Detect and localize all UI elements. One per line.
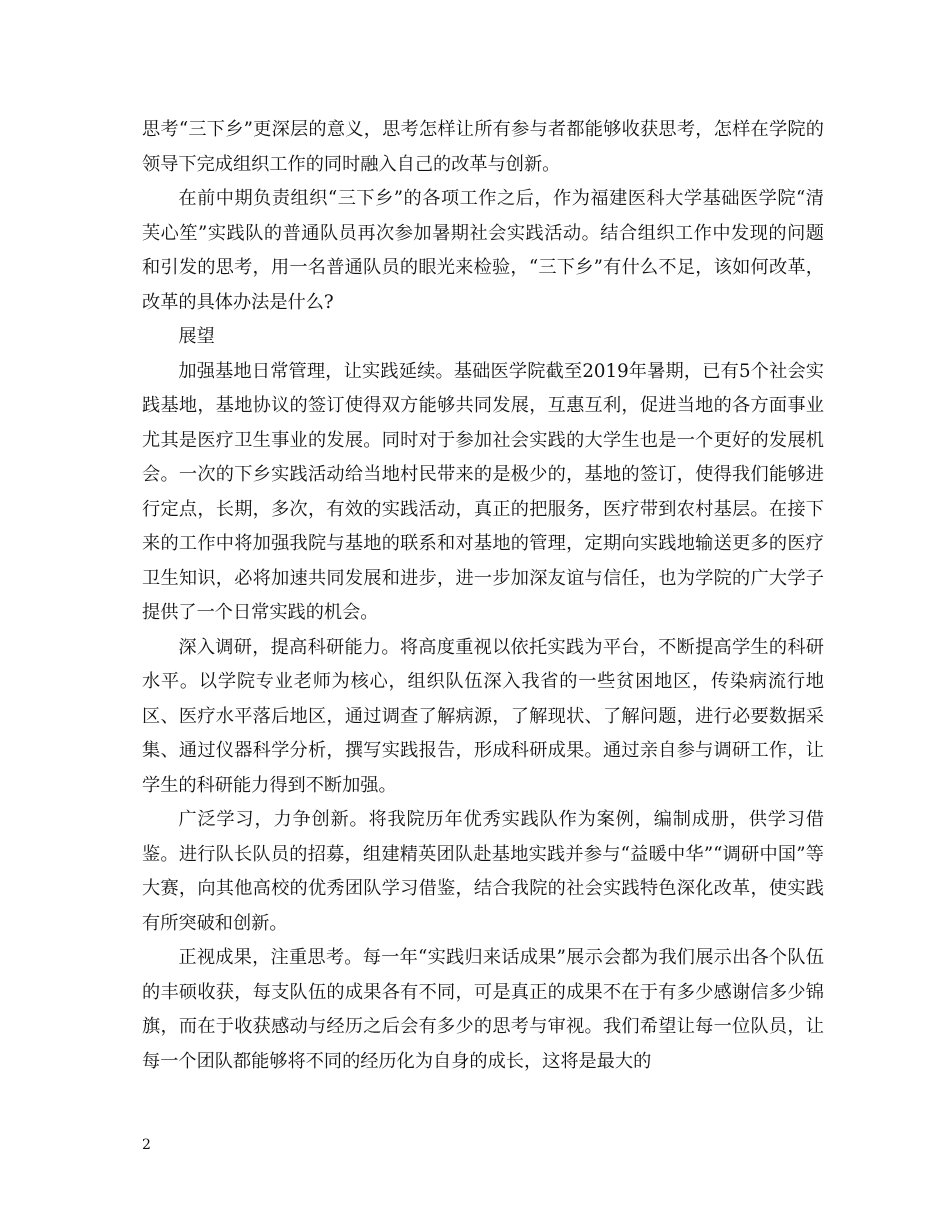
paragraph-results: 正视成果，注重思考。每一年“实践归来话成果”展示会都为我们展示出各个队伍的丰硕收获，每支队伍的成果各有不同，可是真正的成果不在于有多少感谢信多少锦旗，而在于收获感动与经历之后会有多少的思考与审视。我们希望让每一位队员，让每一个团队都能够将不同的经历化为自身的成长，这将是最大的 (142, 947, 824, 1072)
paragraph-organization: 在前中期负责组织“三下乡”的各项工作之后，作为福建医科大学基础医学院“清芙心笙”实践队的普通队员再次参加暑期社会实践活动。结合组织工作中发现的问题和引发的思考，用一名普通队员的眼光来检验，“三下乡”有什么不足，该如何改革，改革的具体办法是什么? (142, 188, 824, 313)
paragraph-continuation: 思考“三下乡”更深层的意义，思考怎样让所有参与者都能够收获思考，怎样在学院的领导下完成组织工作的同时融入自己的改革与创新。 (142, 119, 824, 175)
paragraph-research: 深入调研，提高科研能力。将高度重视以依托实践为平台，不断提高学生的科研水平。以学院专业老师为核心，组织队伍深入我省的一些贫困地区，传染病流行地区、医疗水平落后地区，通过调查了解病源，了解现状、了解问题，进行必要数据采集、通过仪器科学分析，撰写实践报告，形成科研成果。通过亲自参与调研工作，让学生的科研能力得到不断加强。 (142, 636, 824, 796)
paragraph-base-management: 加强基地日常管理，让实践延续。基础医学院截至2019年暑期，已有5个社会实践基地，基地协议的签订使得双方能够共同发展，互惠互利，促进当地的各方面事业尤其是医疗卫生事业的发展。同时对于参加社会实践的大学生也是一个更好的发展机会。一次的下乡实践活动给当地村民带来的是极少的，基地的签订，使得我们能够进行定点，长期，多次，有效的实践活动，真正的把服务，医疗带到农村基层。在接下来的工作中将加强我院与基地的联系和对基地的管理，定期向实践地输送更多的医疗卫生知识，必将加速共同发展和进步，进一步加深友谊与信任，也为学院的广大学子提供了一个日常实践的机会。 (142, 360, 824, 623)
body-text (142, 113, 824, 1079)
paragraph-learning: 广泛学习，力争创新。将我院历年优秀实践队作为案例，编制成册，供学习借鉴。进行队长队员的招募，组建精英团队赴基地实践并参与“益暖中华”“调研中国”等大赛，向其他高校的优秀团队学习借鉴，结合我院的社会实践特色深化改革，使实践有所突破和创新。 (142, 809, 824, 934)
page-number: 2 (142, 1137, 151, 1153)
section-heading-outlook: 展望 (178, 326, 215, 347)
